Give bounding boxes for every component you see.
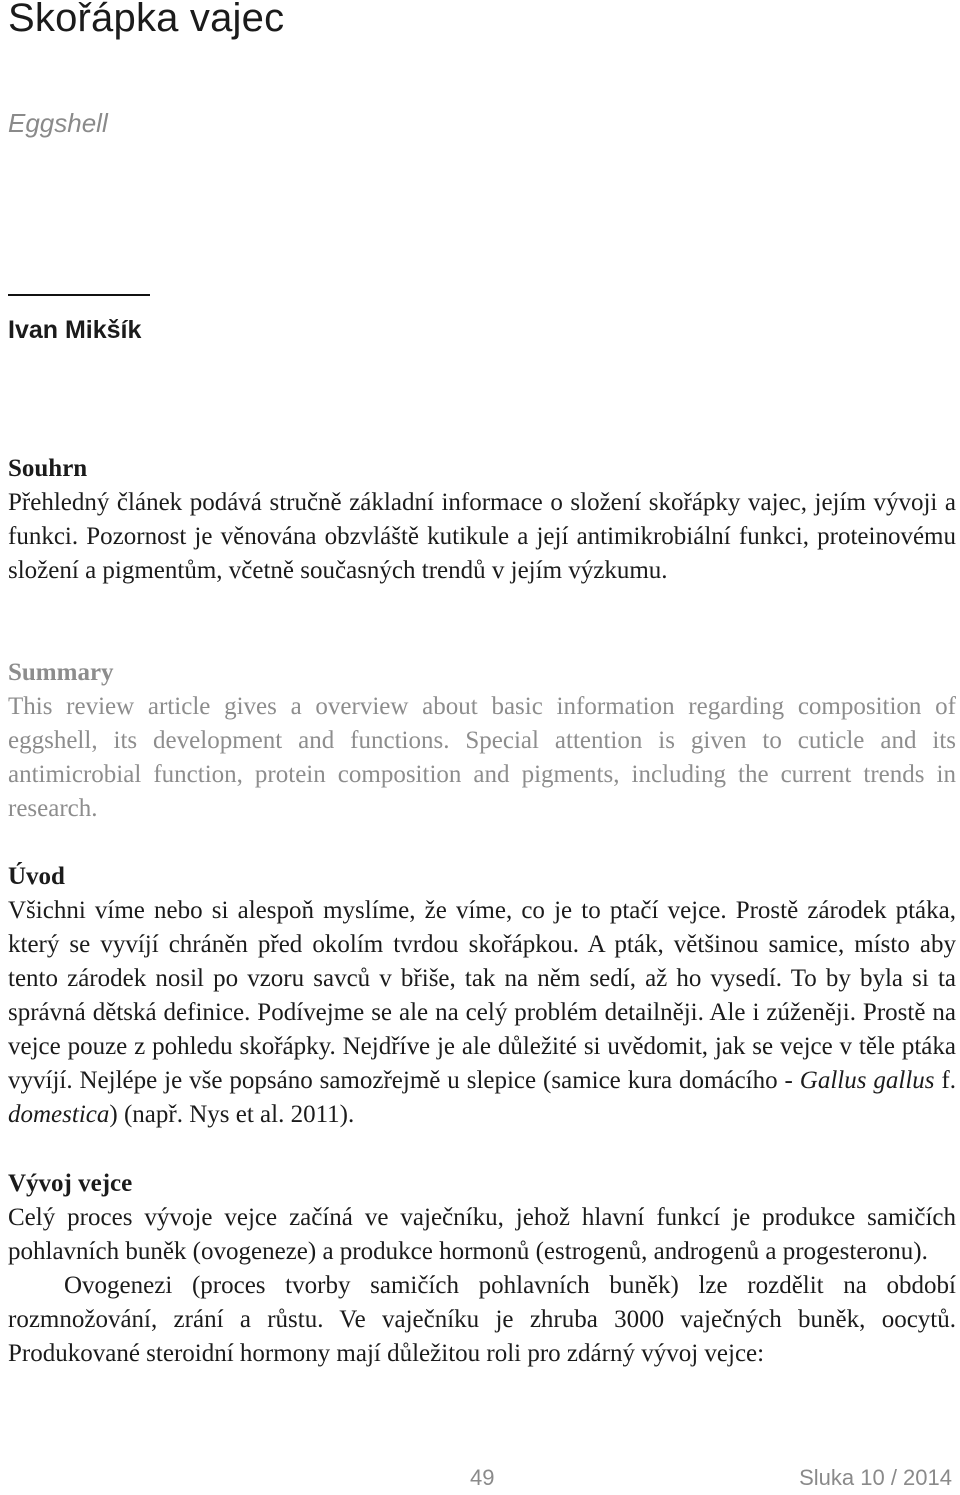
section-souhrn bbox=[8, 452, 956, 588]
section-summary bbox=[8, 656, 956, 826]
souhrn-heading: Souhrn bbox=[8, 455, 88, 482]
section-uvod bbox=[8, 860, 956, 1132]
uvod-heading: Úvod bbox=[8, 863, 65, 890]
summary-text: This review article gives a overview about basic information regarding composition of eggshell, its development and functions. Special attention is given to cuticle and its antimicrobial function, protein composition and pigments, including the current trends in research. bbox=[8, 693, 956, 822]
article-title: Skořápka vajec bbox=[8, 0, 285, 40]
journal-issue: Sluka 10 / 2014 bbox=[799, 1465, 952, 1490]
uvod-text bbox=[8, 894, 956, 1132]
species-name: Gallus gallus bbox=[799, 1067, 935, 1094]
article-subtitle: Eggshell bbox=[8, 108, 108, 138]
page-number: 49 bbox=[470, 1465, 495, 1490]
vyvoj-paragraph-1: Celý proces vývoje vejce začíná ve vaječníku, jehož hlavní funkcí je produkce samičích pohlavních buněk (ovogeneze) a produkce hormonů (estrogenů, androgenů a progesteronu). bbox=[8, 1204, 956, 1265]
uvod-text-end: ) (např. Nys et al. 2011). bbox=[109, 1101, 355, 1128]
article-author: Ivan Mikšík bbox=[8, 316, 142, 344]
forma-name: domestica bbox=[8, 1101, 110, 1128]
section-vyvoj-vejce bbox=[8, 1167, 956, 1371]
vyvoj-paragraph-2: Ovogenezi (proces tvorby samičích pohlavních buněk) lze rozdělit na období rozmnožování, zrání a růstu. Ve vaječníku je zhruba 3000 vaječných buněk, oocytů. Produkované steroidní hormony mají důležitou roli pro zdárný vývoj vejce: bbox=[8, 1272, 956, 1367]
souhrn-text: Přehledný článek podává stručně základní informace o složení skořápky vajec, jejím vývoji a funkci. Pozornost je věnována obzvláště kutikule a její antimikrobiální funkci, proteinovému složení a pigmentům, včetně současných trendů v jejím výzkumu. bbox=[8, 489, 956, 584]
uvod-text-middle: f. bbox=[934, 1067, 957, 1094]
author-divider bbox=[8, 294, 150, 296]
summary-heading: Summary bbox=[8, 659, 114, 686]
vyvoj-heading: Vývoj vejce bbox=[8, 1170, 133, 1197]
uvod-text-main: Všichni víme nebo si alespoň myslíme, že víme, co je to ptačí vejce. Prostě zárodek ptáka, který se vyvíjí chráněn před okolím tvrdou skořápkou. A pták, většinou samice, místo aby tento zárodek nosil po vzoru savců v břiše, tak na něm sedí, až ho vysedí. To by byla si ta správná dětská definice. Podívejme se ale na celý problém detailněji. Ale i zúženěji. Prostě na vejce pouze z pohledu skořápky. Nejdříve je ale důležité si uvědomit, jak se vejce v těle ptáka vyvíjí. Nejlépe je vše popsáno samozřejmě u slepice (samice kura domácího - bbox=[8, 897, 956, 1094]
